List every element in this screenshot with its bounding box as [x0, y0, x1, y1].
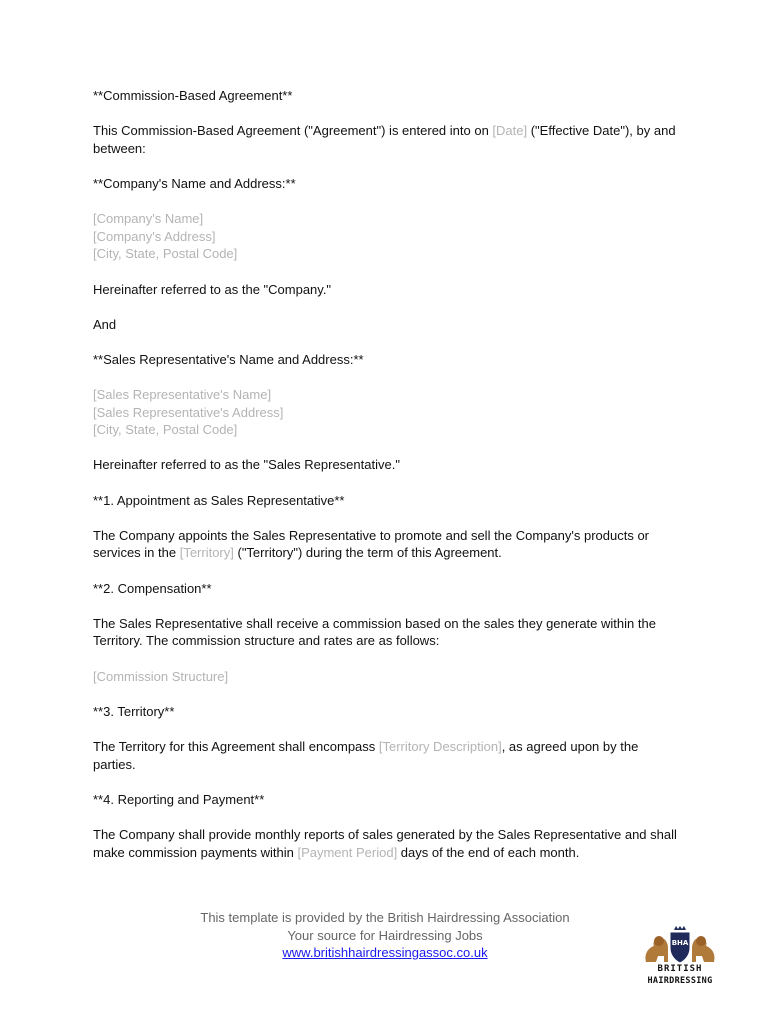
commission-structure-placeholder: [Commission Structure] — [93, 668, 229, 684]
territory-placeholder: [Territory] — [179, 545, 234, 561]
and-separator: And — [93, 316, 117, 332]
crest-icon — [638, 926, 722, 964]
document-title: **Commission-Based Agreement** — [93, 88, 293, 103]
agreement-body — [93, 87, 683, 879]
rep-heading: **Sales Representative's Name and Address:** — [93, 351, 364, 367]
footer-line-1: This template is provided by the British Hairdressing Association — [200, 910, 570, 925]
intro-paragraph — [93, 122, 683, 157]
company-reference: Hereinafter referred to as the "Company." — [93, 281, 332, 297]
rep-fields — [93, 386, 683, 439]
intro-text-end: ("Effective Date"), by and between: — [93, 123, 676, 156]
company-city-placeholder: [City, State, Postal Code] — [93, 246, 238, 262]
logo-line-2: HAIRDRESSING — [647, 976, 713, 986]
date-placeholder: [Date] — [492, 123, 528, 139]
company-heading: **Company's Name and Address:** — [93, 175, 296, 191]
section-1-text-end: ("Territory") during the term of this Agreement. — [233, 545, 502, 561]
section-3-text-end: , as agreed upon by the parties. — [93, 738, 639, 772]
payment-period-placeholder: [Payment Period] — [297, 844, 398, 860]
bha-logo — [638, 926, 722, 990]
rep-city-placeholder: [City, State, Postal Code] — [93, 422, 238, 438]
shield-text: BHA — [671, 939, 689, 947]
section-3-heading: **3. Territory** — [93, 703, 175, 719]
section-3-text: The Territory for this Agreement shall encompass — [93, 738, 379, 754]
section-1-heading: **1. Appointment as Sales Representative** — [93, 492, 345, 508]
section-2-body: The Sales Representative shall receive a commission based on the sales they generate within the Territory. The commission structure and rates are as follows: — [93, 615, 656, 649]
footer-line-2: Your source for Hairdressing Jobs — [287, 927, 483, 943]
section-4-text-end: days of the end of each month. — [397, 844, 580, 860]
rep-reference: Hereinafter referred to as the "Sales Representative." — [93, 457, 400, 473]
section-1-body — [93, 527, 683, 562]
section-4-body — [93, 826, 683, 861]
company-fields — [93, 210, 683, 263]
section-4-text: The Company shall provide monthly reports of sales generated by the Sales Representative and shall make commission payments within — [93, 826, 677, 860]
rep-name-placeholder: [Sales Representative's Name] — [93, 387, 272, 403]
section-3-body — [93, 738, 683, 773]
section-4-heading: **4. Reporting and Payment** — [93, 791, 265, 807]
rep-address-placeholder: [Sales Representative's Address] — [93, 404, 284, 420]
section-1-text: The Company appoints the Sales Representative to promote and sell the Company's products or services in the — [93, 527, 650, 561]
section-2-heading: **2. Compensation** — [93, 580, 212, 596]
company-name-placeholder: [Company's Name] — [93, 211, 204, 227]
territory-description-placeholder: [Territory Description] — [378, 738, 502, 754]
company-address-placeholder: [Company's Address] — [93, 228, 216, 244]
website-link[interactable]: www.britishhairdressingassoc.co.uk — [282, 945, 488, 960]
logo-line-1: BRITISH — [657, 964, 703, 974]
intro-text: This Commission-Based Agreement ("Agreement") is entered into on — [93, 123, 493, 139]
